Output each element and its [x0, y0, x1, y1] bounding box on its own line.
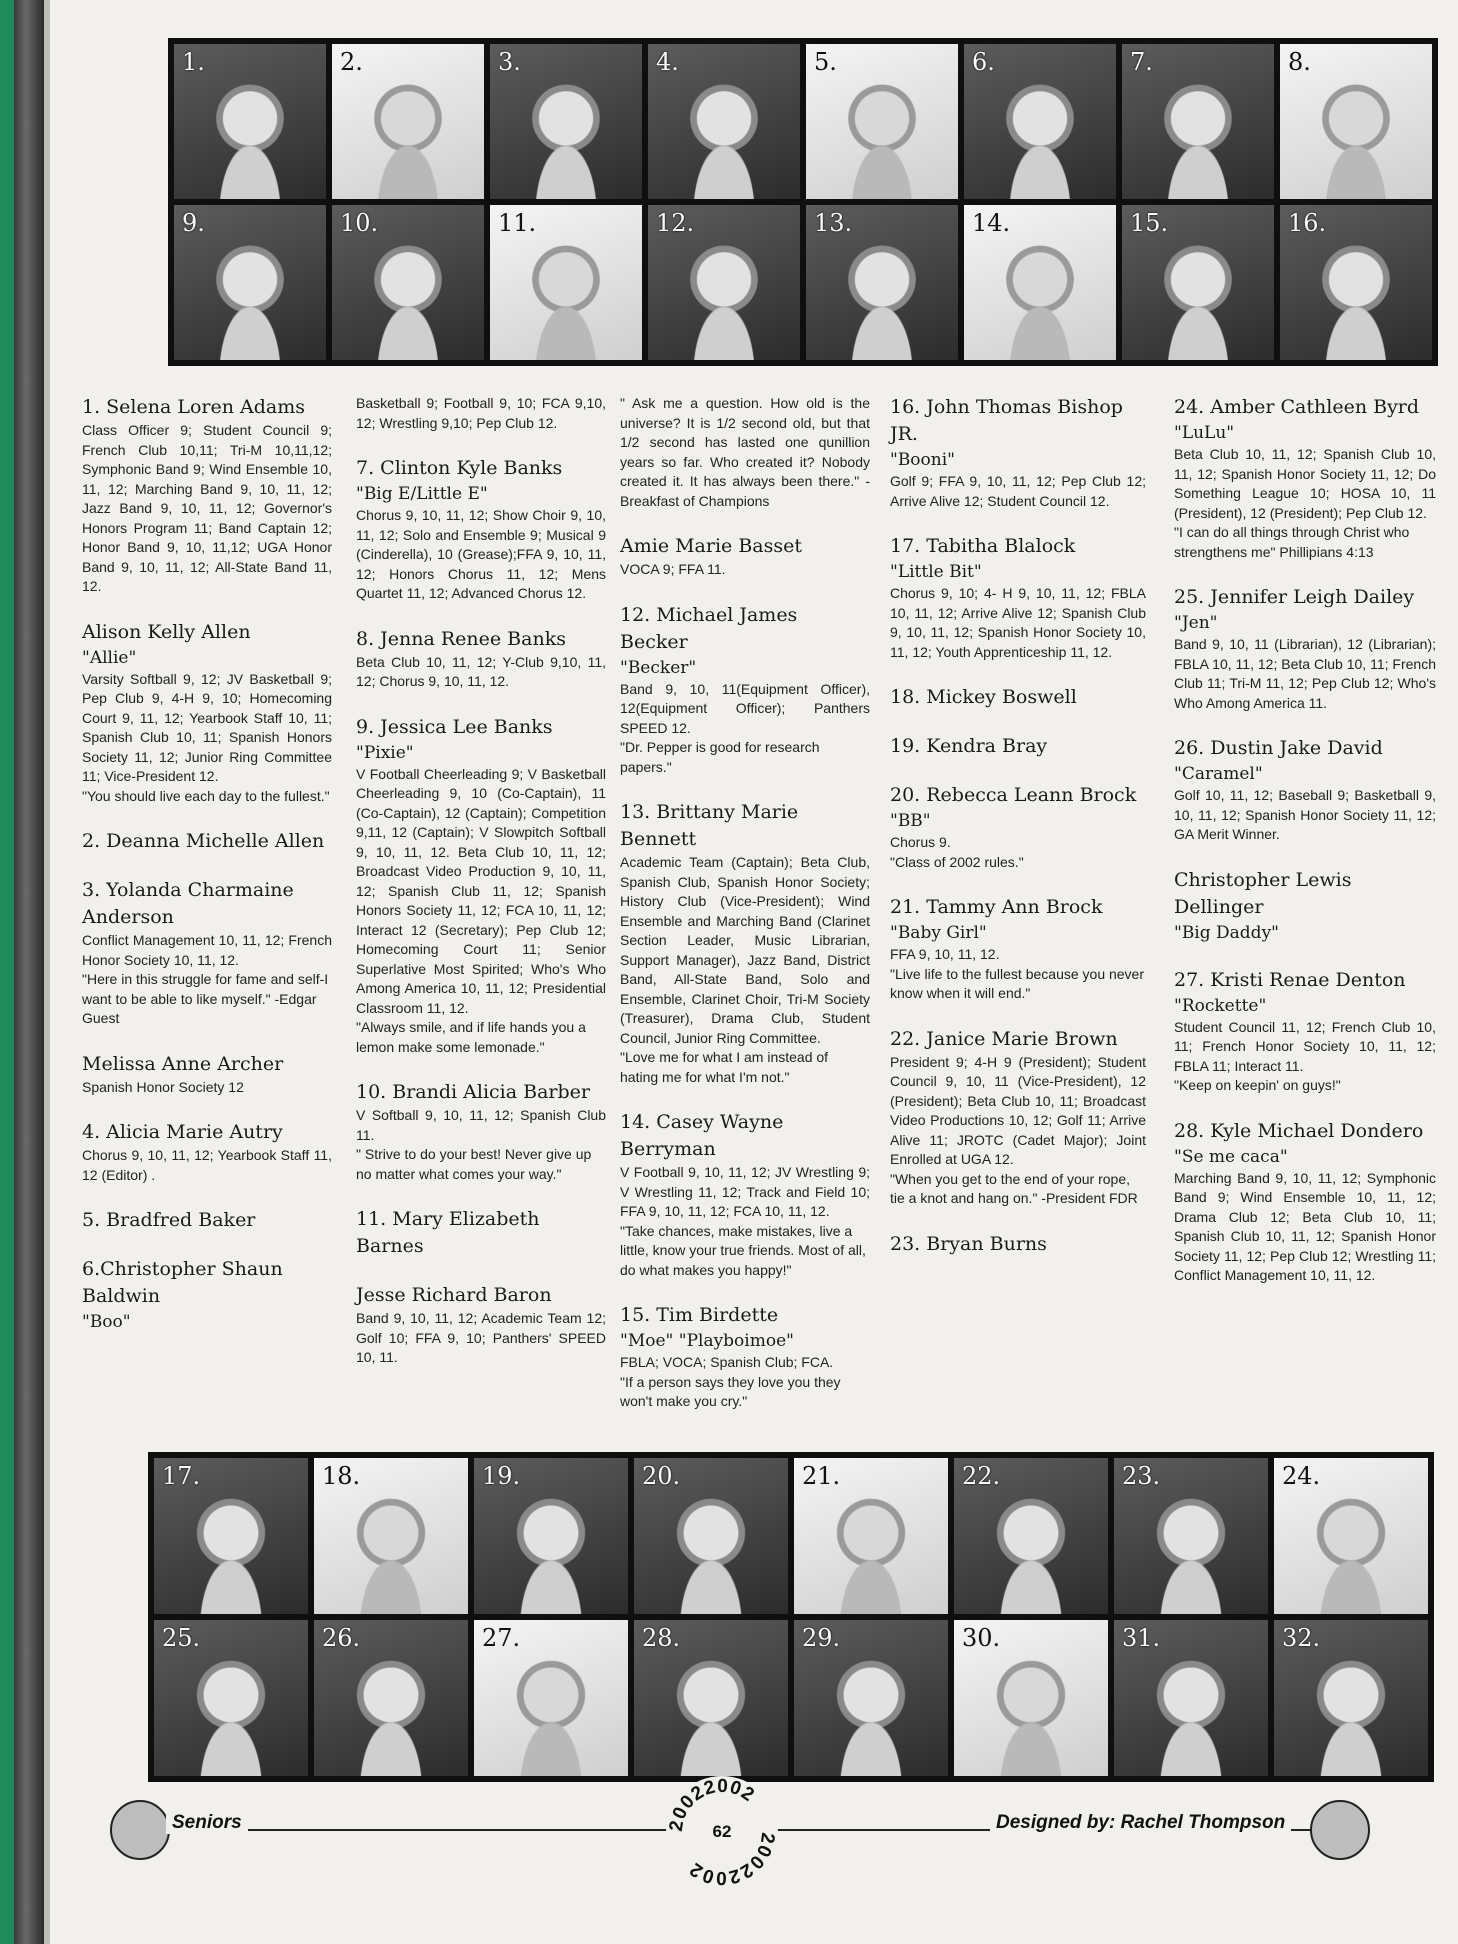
senior-activities: Chorus 9.: [890, 834, 951, 850]
photo-number-label: 7.: [1130, 48, 1153, 76]
senior-entry: [82, 828, 332, 855]
text-column-1: [82, 394, 332, 1356]
senior-nickname: "Allie": [82, 647, 137, 668]
senior-name: 17. Tabitha Blalock: [890, 535, 1076, 557]
senior-activities: V Softball 9, 10, 11, 12; Spanish Club 11.: [356, 1107, 606, 1143]
photo-number-label: 28.: [642, 1624, 681, 1652]
senior-entry: [1174, 867, 1436, 945]
baby-photo: [794, 1620, 948, 1776]
senior-activities: Band 9, 10, 11, 12; Academic Team 12; Golf 10; FFA 9, 10; Panthers' SPEED 10, 11.: [356, 1310, 606, 1365]
senior-activities: Spanish Honor Society 12: [82, 1078, 244, 1095]
senior-name: 16. John Thomas Bishop JR.: [890, 396, 1123, 445]
baby-photo: [806, 44, 958, 199]
senior-name: Amie Marie Basset: [620, 535, 802, 557]
senior-entry: [890, 394, 1146, 511]
senior-entry: [1174, 967, 1436, 1096]
text-column-4: [890, 394, 1146, 1280]
photo-number-label: 3.: [498, 48, 521, 76]
photo-number-label: 14.: [972, 209, 1011, 237]
senior-activities: Chorus 9, 10, 11, 12; Show Choir 9, 10, 11, 12; Solo and Ensemble 9; Musical 9 (Cinderella), 10 (Grease);FFA 9, 10, 11, 12; Honors Chorus 11, 12; Mens Quartet 11, 12; Advanced Chorus 12.: [356, 507, 606, 601]
senior-activities: Basketball 9; Football 9, 10; FCA 9,10, 12; Wrestling 9,10; Pep Club 12.: [356, 395, 606, 431]
senior-activities: Golf 9; FFA 9, 10, 11, 12; Pep Club 12; Arrive Alive 12; Student Council 12.: [890, 473, 1146, 509]
senior-quote: " Strive to do your best! Never give up no matter what comes your way.": [356, 1146, 592, 1182]
senior-quote: "I can do all things through Christ who strengthens me" Phillipians 4:13: [1174, 524, 1410, 560]
baby-photo: [634, 1458, 788, 1614]
senior-name: 21. Tammy Ann Brock: [890, 896, 1103, 918]
senior-entry: [356, 626, 606, 692]
senior-activities: Varsity Softball 9, 12; JV Basketball 9; Pep Club 9, 4-H 9, 10; Homecoming Court 9, 11, 12; Yearbook Staff 10, 11; Spanish Club 10, 11; Spanish Honors Society 11, 12; Junior Ring Committee 11; Vice-President 12.: [82, 670, 332, 784]
senior-activities: Class Officer 9; Student Council 9; French Club 10,11; Tri-M 10,11,12; Symphonic Band 9; Wind Ensemble 10, 11, 12; Marching Band 9, 10, 11, 12; Jazz Band 9, 10, 11, 12; Governor's Honors Program 11; Band Captain 12; Honor Band 9, 10, 11,12; UGA Honor Band 9, 10, 11, 12; All-State Band 11, 12.: [82, 422, 332, 594]
senior-entry: [1174, 1118, 1436, 1286]
senior-entry: [356, 1282, 606, 1368]
senior-quote: "Class of 2002 rules.": [890, 853, 1024, 870]
senior-quote: "If a person says they love you they won't make you cry.": [620, 1373, 841, 1409]
senior-name: 9. Jessica Lee Banks: [356, 715, 553, 738]
baby-photo: [474, 1458, 628, 1614]
bottom-baby-photo-grid: [148, 1452, 1434, 1782]
senior-nickname: "Becker": [620, 657, 697, 678]
senior-name: 5. Bradfred Baker: [82, 1209, 256, 1231]
senior-entry: [82, 1051, 332, 1098]
senior-name: Alison Kelly Allen: [82, 620, 251, 643]
senior-nickname: "Pixie": [356, 742, 414, 763]
baby-photo: [174, 205, 326, 360]
senior-name: 15. Tim Birdette: [620, 1304, 779, 1326]
text-column-2: [356, 394, 606, 1390]
senior-name: 3. Yolanda Charmaine Anderson: [82, 879, 294, 928]
photo-number-label: 22.: [962, 1462, 1001, 1490]
photo-number-label: 27.: [482, 1624, 521, 1652]
baby-photo: [648, 205, 800, 360]
photo-number-label: 17.: [162, 1462, 201, 1490]
senior-activities: Academic Team (Captain); Beta Club, Spanish Club, Spanish Honor Society; History Club (Vice-President); Wind Ensemble and Marching Band (Clarinet Section Leader, Music Librarian, Support Manager), Jazz Band, District Band, All-State Band, Solo and Ensemble, Clarinet Choir, Tri-M Society (Treasurer), Drama Club, Student Council, Junior Ring Committee.: [620, 854, 870, 1046]
baby-photo: [154, 1458, 308, 1614]
baby-photo: [332, 205, 484, 360]
baby-photo: [1122, 205, 1274, 360]
senior-quote: "Always smile, and if life hands you a lemon make some lemonade.": [356, 1019, 586, 1055]
svg-text:20022002: [685, 1831, 778, 1888]
senior-entry: [620, 533, 870, 580]
baby-photo: [648, 44, 800, 199]
photo-number-label: 16.: [1288, 209, 1327, 237]
senior-entry: [890, 894, 1146, 1004]
senior-entry: [1174, 735, 1436, 845]
baby-photo: [314, 1458, 468, 1614]
baby-photo: [964, 44, 1116, 199]
senior-nickname: "Little Bit": [890, 562, 982, 582]
photo-number-label: 20.: [642, 1462, 681, 1490]
senior-name: 18. Mickey Boswell: [890, 686, 1077, 708]
senior-entry: [356, 455, 606, 604]
photo-number-label: 9.: [182, 209, 205, 237]
baby-photo: [794, 1458, 948, 1614]
senior-entry: [82, 877, 332, 1029]
senior-entry: [356, 714, 606, 1058]
baby-photo: [1274, 1620, 1428, 1776]
senior-name: 11. Mary Elizabeth Barnes: [356, 1208, 540, 1257]
senior-activities: Beta Club 10, 11, 12; Y-Club 9,10, 11, 12; Chorus 9, 10, 11, 12.: [356, 653, 606, 689]
photo-number-label: 2.: [340, 48, 363, 76]
senior-name: 12. Michael James Becker: [620, 603, 798, 653]
senior-name: 24. Amber Cathleen Byrd: [1174, 396, 1420, 418]
footer-section-title: Seniors: [166, 1812, 248, 1834]
baby-photo: [1280, 44, 1432, 199]
senior-nickname: "Baby Girl": [890, 923, 987, 943]
baby-photo: [154, 1620, 308, 1776]
baby-photo: [474, 1620, 628, 1776]
senior-entry: [82, 1119, 332, 1185]
page-number: 62: [712, 1822, 732, 1841]
footer-left-circle: [110, 1800, 170, 1860]
baby-photo: [954, 1458, 1108, 1614]
senior-name: 1. Selena Loren Adams: [82, 396, 305, 418]
baby-photo: [490, 205, 642, 360]
senior-quote: "You should live each day to the fullest.": [82, 787, 330, 804]
senior-activities: Conflict Management 10, 11, 12; French Honor Society 10, 11, 12.: [82, 932, 332, 968]
top-baby-photo-grid: [168, 38, 1438, 366]
senior-activities: Band 9, 10, 11 (Librarian), 12 (Librarian); FBLA 10, 11, 12; Beta Club 10, 11; French Club 11; Tri-M 11, 12; Pep Club 12; Who's Who Among America 11.: [1174, 636, 1436, 711]
baby-photo: [806, 205, 958, 360]
page-number-badge: [666, 1776, 778, 1888]
senior-quote: "Love me for what I am instead of hating me for what I'm not.": [620, 1049, 829, 1085]
footer-right-circle: [1310, 1800, 1370, 1860]
baby-photo: [964, 205, 1116, 360]
senior-name: 23. Bryan Burns: [890, 1232, 1047, 1255]
photo-number-label: 4.: [656, 48, 679, 76]
senior-entry: [356, 394, 606, 433]
text-column-3: [620, 394, 870, 1434]
senior-activities: " Ask me a question. How old is the universe? It is 1/2 second old, but that 1/2 second has lasted one qunillion years so far. Who created it? Nobody created it. It has always been there." -Breakfast of Champions: [620, 395, 870, 509]
senior-quote: "Dr. Pepper is good for research papers.": [620, 739, 820, 775]
senior-activities: VOCA 9; FFA 11.: [620, 561, 726, 577]
senior-name: 27. Kristi Renae Denton: [1174, 968, 1406, 991]
senior-activities: Marching Band 9, 10, 11, 12; Symphonic Band 9; Wind Ensemble 10, 11, 12; Drama Club 12; Beta Club 10, 11; Spanish Club 10, 11, 12; Spanish Honor Society 11, 12; Pep Club 12; Wrestling 11; Conflict Management 10, 11, 12.: [1174, 1169, 1436, 1283]
baby-photo: [1114, 1620, 1268, 1776]
senior-entry: [620, 799, 870, 1087]
senior-name: 13. Brittany Marie Bennett: [620, 801, 799, 850]
senior-name: 10. Brandi Alicia Barber: [356, 1081, 590, 1103]
senior-activities: V Football Cheerleading 9; V Basketball Cheerleading 9, 10 (Co-Captain), 11 (Co-Captain), 12 (Captain); Competition 9,11, 12 (Captain); V Slowpitch Softball 9, 10, 11, 12. Beta Club 10, 11, 12; Broadcast Video Production 9, 10, 11, 12; Spanish Club 11, 12; Spanish Honors Society 11, 12; FCA 10, 11, 12; Interact 12 (Secretary); Pep Club 12; Homecoming Court 11; Senior Superlative Most Spirited; Who's Who Among America 10, 11, 12; Presidential Classroom 11, 12.: [356, 765, 606, 1016]
photo-number-label: 23.: [1122, 1462, 1161, 1490]
senior-nickname: "Boo": [82, 1312, 131, 1332]
photo-number-label: 25.: [162, 1624, 201, 1652]
senior-activities: FBLA; VOCA; Spanish Club; FCA.: [620, 1354, 834, 1370]
senior-entry: [890, 782, 1146, 872]
senior-name: 8. Jenna Renee Banks: [356, 627, 566, 650]
senior-activities: V Football 9, 10, 11, 12; JV Wrestling 9; V Wrestling 11, 12; Track and Field 10; FFA 9, 10, 11, 12; FCA 10, 11, 12.: [620, 1164, 870, 1219]
senior-name: Jesse Richard Baron: [356, 1284, 552, 1306]
senior-entry: [82, 1207, 332, 1234]
photo-number-label: 1.: [182, 48, 205, 76]
senior-name: 2. Deanna Michelle Allen: [82, 830, 325, 852]
senior-nickname: "Se me caca": [1174, 1146, 1288, 1167]
senior-entry: [356, 1079, 606, 1184]
year-ring-text-top: 20022002: [666, 1776, 759, 1833]
baby-photo: [1122, 44, 1274, 199]
year-ring-text-bottom: 20022002: [685, 1831, 778, 1888]
photo-number-label: 6.: [972, 48, 995, 76]
senior-quote: "Live life to the fullest because you never know when it will end.": [890, 965, 1145, 1001]
senior-activities: President 9; 4-H 9 (President); Student Council 9, 10, 11 (Vice-President), 12 (President); Beta Club 10, 11; Broadcast Video Productions 10, 12; Golf 11; Arrive Alive 11; JROTC (Cadet Major); Joint Enrolled at UGA 12.: [890, 1053, 1146, 1167]
senior-nickname: "Caramel": [1174, 764, 1263, 784]
senior-entry: [620, 394, 870, 511]
photo-number-label: 11.: [498, 209, 537, 237]
senior-quote: "Here in this struggle for fame and self-I want to be able to like myself." -Edgar Guest: [82, 971, 329, 1026]
photo-number-label: 15.: [1130, 209, 1169, 237]
senior-entry: [82, 619, 332, 807]
senior-name: 20. Rebecca Leann Brock: [890, 784, 1137, 806]
photo-number-label: 31.: [1122, 1624, 1161, 1652]
senior-nickname: "BB": [890, 811, 931, 831]
photo-number-label: 24.: [1282, 1462, 1321, 1490]
baby-photo: [490, 44, 642, 199]
senior-entry: [1174, 394, 1436, 562]
baby-photo: [1280, 205, 1432, 360]
senior-entry: [82, 1256, 332, 1334]
senior-nickname: "LuLu": [1174, 423, 1235, 443]
senior-nickname: "Big E/Little E": [356, 484, 488, 504]
senior-nickname: "Jen": [1174, 613, 1218, 633]
baby-photo: [332, 44, 484, 199]
photo-number-label: 26.: [322, 1624, 361, 1652]
baby-photo: [634, 1620, 788, 1776]
photo-number-label: 5.: [814, 48, 837, 76]
photo-number-label: 18.: [322, 1462, 361, 1490]
photo-number-label: 13.: [814, 209, 853, 237]
senior-entry: [620, 1302, 870, 1412]
senior-activities: Band 9, 10, 11(Equipment Officer), 12(Equipment Officer); Panthers SPEED 12.: [620, 680, 870, 736]
senior-name: Melissa Anne Archer: [82, 1052, 284, 1075]
senior-name: 22. Janice Marie Brown: [890, 1027, 1118, 1050]
senior-nickname: "Booni": [890, 450, 955, 470]
senior-entry: [620, 1109, 870, 1280]
senior-entry: [82, 394, 332, 597]
footer-designer-credit: Designed by: Rachel Thompson: [990, 1812, 1291, 1834]
senior-quote: "When you get to the end of your rope, tie a knot and hang on." -President FDR: [890, 1170, 1138, 1206]
senior-activities: Golf 10, 11, 12; Baseball 9; Basketball 9, 10, 11, 12; Spanish Honor Society 11, 12; GA Merit Winner.: [1174, 787, 1436, 842]
baby-photo: [954, 1620, 1108, 1776]
senior-name: 4. Alicia Marie Autry: [82, 1121, 283, 1143]
photo-number-label: 29.: [802, 1624, 841, 1652]
photo-number-label: 12.: [656, 209, 695, 237]
senior-name: 14. Casey Wayne Berryman: [620, 1111, 784, 1160]
senior-entry: [356, 1206, 606, 1260]
binding-edge-light: [44, 0, 50, 1944]
text-column-5: [1174, 394, 1436, 1308]
senior-nickname: "Rockette": [1174, 995, 1267, 1016]
senior-name: 6.Christopher Shaun Baldwin: [82, 1258, 283, 1307]
photo-number-label: 21.: [802, 1462, 841, 1490]
senior-activities: Student Council 11, 12; French Club 10, 11; French Honor Society 10, 11, 12; FBLA 11; Interact 11.: [1174, 1018, 1436, 1074]
baby-photo: [1274, 1458, 1428, 1614]
senior-name: 26. Dustin Jake David: [1174, 737, 1383, 759]
senior-name: 28. Kyle Michael Dondero: [1174, 1119, 1424, 1142]
senior-quote: "Keep on keepin' on guys!": [1174, 1077, 1341, 1093]
photo-number-label: 30.: [962, 1624, 1001, 1652]
senior-activities: FFA 9, 10, 11, 12.: [890, 946, 1000, 962]
baby-photo: [174, 44, 326, 199]
senior-name: Christopher Lewis Dellinger: [1174, 868, 1352, 918]
senior-entry: [890, 733, 1146, 760]
senior-entry: [890, 1026, 1146, 1209]
senior-entry: [890, 533, 1146, 662]
senior-entry: [890, 1231, 1146, 1258]
senior-activities: Chorus 9, 10, 11, 12; Yearbook Staff 11, 12 (Editor) .: [82, 1147, 332, 1183]
photo-number-label: 19.: [482, 1462, 521, 1490]
photo-number-label: 32.: [1282, 1624, 1321, 1652]
binding-edge-green: [0, 0, 14, 1944]
senior-name: 19. Kendra Bray: [890, 735, 1048, 757]
senior-name: 7. Clinton Kyle Banks: [356, 457, 563, 479]
baby-photo: [1114, 1458, 1268, 1614]
senior-name: 25. Jennifer Leigh Dailey: [1174, 586, 1415, 608]
senior-activities: Chorus 9, 10; 4- H 9, 10, 11, 12; FBLA 10, 11, 12; Arrive Alive 12; Spanish Club 9, 10, 11, 12; Spanish Honor Society 10, 11, 12; Youth Apprenticeship 11, 12.: [890, 585, 1146, 660]
senior-entry: [620, 602, 870, 778]
baby-photo: [314, 1620, 468, 1776]
senior-entry: [1174, 584, 1436, 713]
photo-number-label: 10.: [340, 209, 379, 237]
photo-number-label: 8.: [1288, 48, 1311, 76]
binding-edge-dark: [14, 0, 44, 1944]
senior-entry: [890, 684, 1146, 711]
senior-quote: "Take chances, make mistakes, live a little, know your true friends. Most of all, do what makes you happy!": [620, 1222, 866, 1278]
senior-activities: Beta Club 10, 11, 12; Spanish Club 10, 11, 12; Spanish Honor Society 11, 12; Do Something League 10; HOSA 10, 11 (President), 12 (President); Pep Club 12.: [1174, 446, 1436, 521]
senior-nickname: "Moe" "Playboimoe": [620, 1331, 794, 1351]
senior-nickname: "Big Daddy": [1174, 922, 1279, 943]
